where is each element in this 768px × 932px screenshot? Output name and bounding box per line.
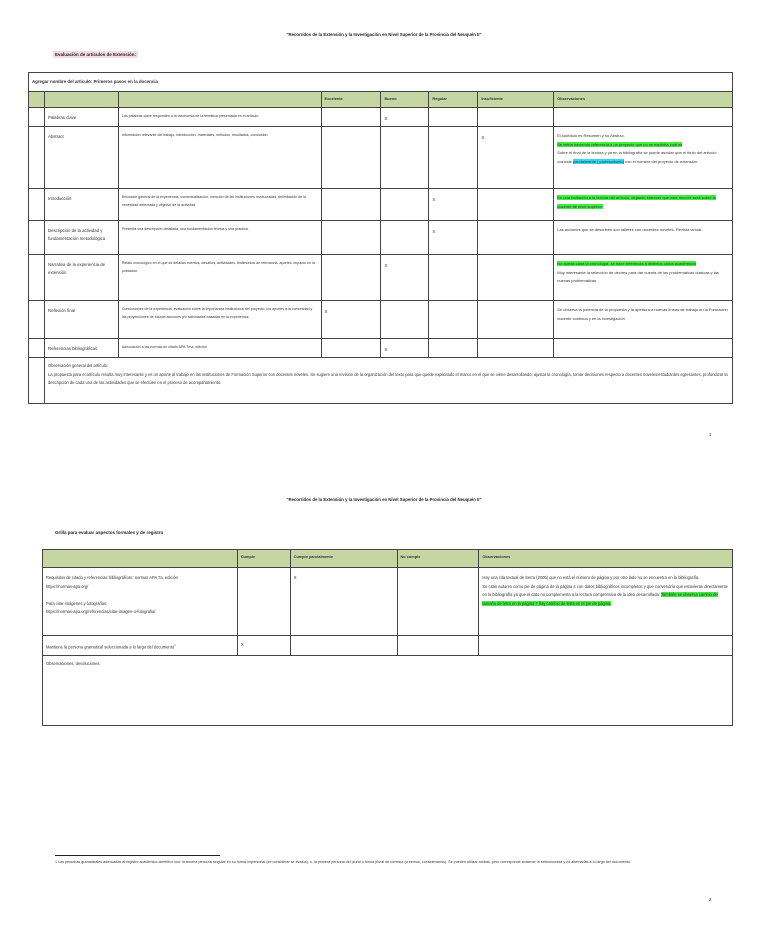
criterion-cell: Reflexión final: [44, 301, 118, 339]
description-cell: Las palabras clave responden a la taxonomía de la temática presentada en el artículo: [118, 108, 321, 127]
observation-cell: Las acciones que se describen son talleres con docentes noveles- Revista virtual-: [554, 221, 733, 255]
mark-cell: X: [478, 127, 554, 189]
table-row: [29, 301, 733, 339]
mark-cell: X: [237, 636, 290, 656]
table-row: [29, 339, 733, 358]
mark-cell: X: [429, 189, 478, 221]
mark-cell: X: [321, 301, 381, 339]
grid-label: Grilla para evaluar aspectos formales y de registro: [55, 530, 164, 535]
description-cell: Conclusiones de la experiencia, evaluación sobre la importancia institucional del proyecto, los aportes a la comunidad y las proyecciones de futuras acciones y/o actividades basadas en la experiencia.: [118, 301, 321, 339]
article-name-header: Agregar nombre del artículo: Primeros pasos en la docencia: [29, 73, 733, 92]
general-observation: [44, 358, 732, 404]
obs-text: El subtítulo es Resumen y no Abstrac.: [557, 133, 625, 138]
description-cell: Relato cronológico en el que se detallan eventos, desafíos, actividades, testimonios de relevancia, aportes, impacto en la población.: [118, 255, 321, 301]
criterion-cell: Narrativa de la experiencia de extensión: [44, 255, 118, 301]
col-bueno: Bueno: [381, 92, 429, 108]
description-cell: Encuadre general de la experiencia, contextualización, mención de las instituciones involucradas, delimitación de la necesidad detectada y objetivo de la actividad: [118, 189, 321, 221]
table-row: [29, 127, 733, 189]
observation-cell: [554, 255, 733, 301]
col-regular: Regular: [429, 92, 478, 108]
description-cell: Información relevante del trabajo, introducción, materiales, métodos, resultados, conclusión: [118, 127, 321, 189]
mark-cell: X: [290, 568, 397, 636]
obs-text: con el nombre del proyecto de extensión.: [625, 158, 699, 164]
requirement-cell: Mantiene la persona gramatical seleccionada a lo largo del documento$^1$: [43, 636, 238, 656]
observations-row: [43, 656, 733, 726]
description-cell: Presenta una descripción detallada, una fundamentación teórica y una práctica.: [118, 221, 321, 255]
observation-cell: Hay una cita textual de Serra (2005) que no está el número de página y por otro lado no se encuentra en la bibliografía. Se citan autores como pie de página de la página 4 con datos bibliográficos incompletos y que convendría que estuvieran directamente en la bibliografía ya que el dato no complementa a la lectura comprensiva de la idea desarrollada. También se observa cambio de tamaño de letra en la página 7 hay cambio de letra en el pie de página.: [479, 568, 733, 636]
table-row: [29, 255, 733, 301]
page1-header-title: "Recorridos de la Extensión y la Investigación en Nivel Superior de la Provincia del Neuquén II": [286, 32, 482, 37]
footnote-divider: [55, 855, 220, 856]
table-row: [29, 189, 733, 221]
col-insuficiente: Insuficiente: [478, 92, 554, 108]
observation-cell: [554, 127, 733, 189]
formal-aspects-table: [42, 549, 733, 726]
general-observation-label: Observación general del artículo:: [47, 363, 109, 368]
highlighted-obs: Se infiria haciendo referencia a un proyecto que no se explicita cual es: [557, 141, 683, 147]
col-no-cumple: No cumple: [397, 550, 479, 568]
general-observation-row: [29, 358, 733, 404]
criterion-cell: Referencias bibliográficas: [44, 339, 118, 358]
obs-text: Muy interesante la selección de decires para dar cuenta de las problemáticas clásicas y las nuevas problemáticas: [557, 269, 719, 283]
col-observaciones: Observaciones: [479, 550, 733, 568]
col-cumple-parcialmente: Cumple parcialmente: [290, 550, 397, 568]
col-excelente: Excelente: [321, 92, 381, 108]
evaluation-label: Evaluación de artículos de Extensión:: [55, 52, 137, 57]
page-number: 1: [709, 432, 712, 437]
obs-text: Sobre el final de la lectura y ya en la bibliografía se puede asociar que el título del artículo coincide: [557, 150, 717, 164]
col-observaciones: Observaciones: [554, 92, 733, 108]
criterion-cell: Palabras clave: [44, 108, 118, 127]
highlighted-obs: No queda clara la cronología, se hace referencia a distintos ciclos académicos: [557, 261, 697, 266]
evaluation-table: [28, 72, 733, 404]
highlighted-obs: parcialmente ( profesorismo): [573, 158, 624, 164]
observations-devoluciones: Observaciones, devoluciones:: [43, 656, 733, 726]
page-number: 2: [709, 897, 712, 902]
mark-cell: X: [381, 108, 429, 127]
criterion-cell: Abstract: [44, 127, 118, 189]
table-row: [43, 636, 733, 656]
footnote: 1 Las personas gramaticales adecuadas al registro académico-científico son: la tercera persona singular en su forma impersonal (se considerar se evalúa), o, la primera persona del plural o forma plural de cortesía (creemos, consideramos). Se pueden utilizar ambas, pero corresponde sostener la seleccionada y no alternarlas a lo largo del documento.: [55, 860, 631, 864]
page2-header-title: "Recorridos de la Extensión y la Investigación en Nivel Superior de la Provincia del Neuquén II": [286, 497, 482, 502]
description-cell: Adecuación a las normas de citado APA 7ma. edición: [118, 339, 321, 358]
requirement-cell: Requisitos de citado y referencias bibliográficas: normas APA 7a. edición https://normas-apa.org/ Para citar imágenes y fotografías: https://normas-apa.org/referencias/citar-imagen-o-fotografia/: [43, 568, 238, 636]
mark-cell: X: [381, 255, 429, 301]
observation-cell: [554, 189, 733, 221]
mark-cell: X: [381, 339, 429, 358]
criterion-cell: Descripción de la actividad y fundamentación metodológica: [44, 221, 118, 255]
table-row: [43, 568, 733, 636]
highlighted-obs: En una invitación a la lectura del artículo, dejando entrever que este recorre será sobre la docente de nivel superior.: [557, 195, 716, 209]
table-row: [29, 108, 733, 127]
table-row: [29, 221, 733, 255]
highlighted-obs: También se observa cambio de tamaño de letra en la página 7 hay cambio de letra en el pie de página.: [482, 592, 718, 606]
mark-cell: X: [429, 221, 478, 255]
col-cumple: Cumple: [237, 550, 290, 568]
criterion-cell: Introducción: [44, 189, 118, 221]
observation-cell: Se observa la potencia de la propuesta y la apertura a nuevas líneas de trabajo en la Formación docente continua y en la investigación: [554, 301, 733, 339]
general-observation-text: La propuesta para el artículo resulta muy interesante y es un aporte al trabajo en las instituciones de Formación Superior con docentes noveles. Se sugiere una revisión de la organización del texto para que quede explicitado el marco en el que se viene desarrollando, ajustar la cronología, tomar decisiones respecto a docentes noveles/estudiantes egresantes, profundizar la descripción de cada una de las actividades que se efectúen en el proceso de acompañamiento.: [47, 371, 728, 385]
